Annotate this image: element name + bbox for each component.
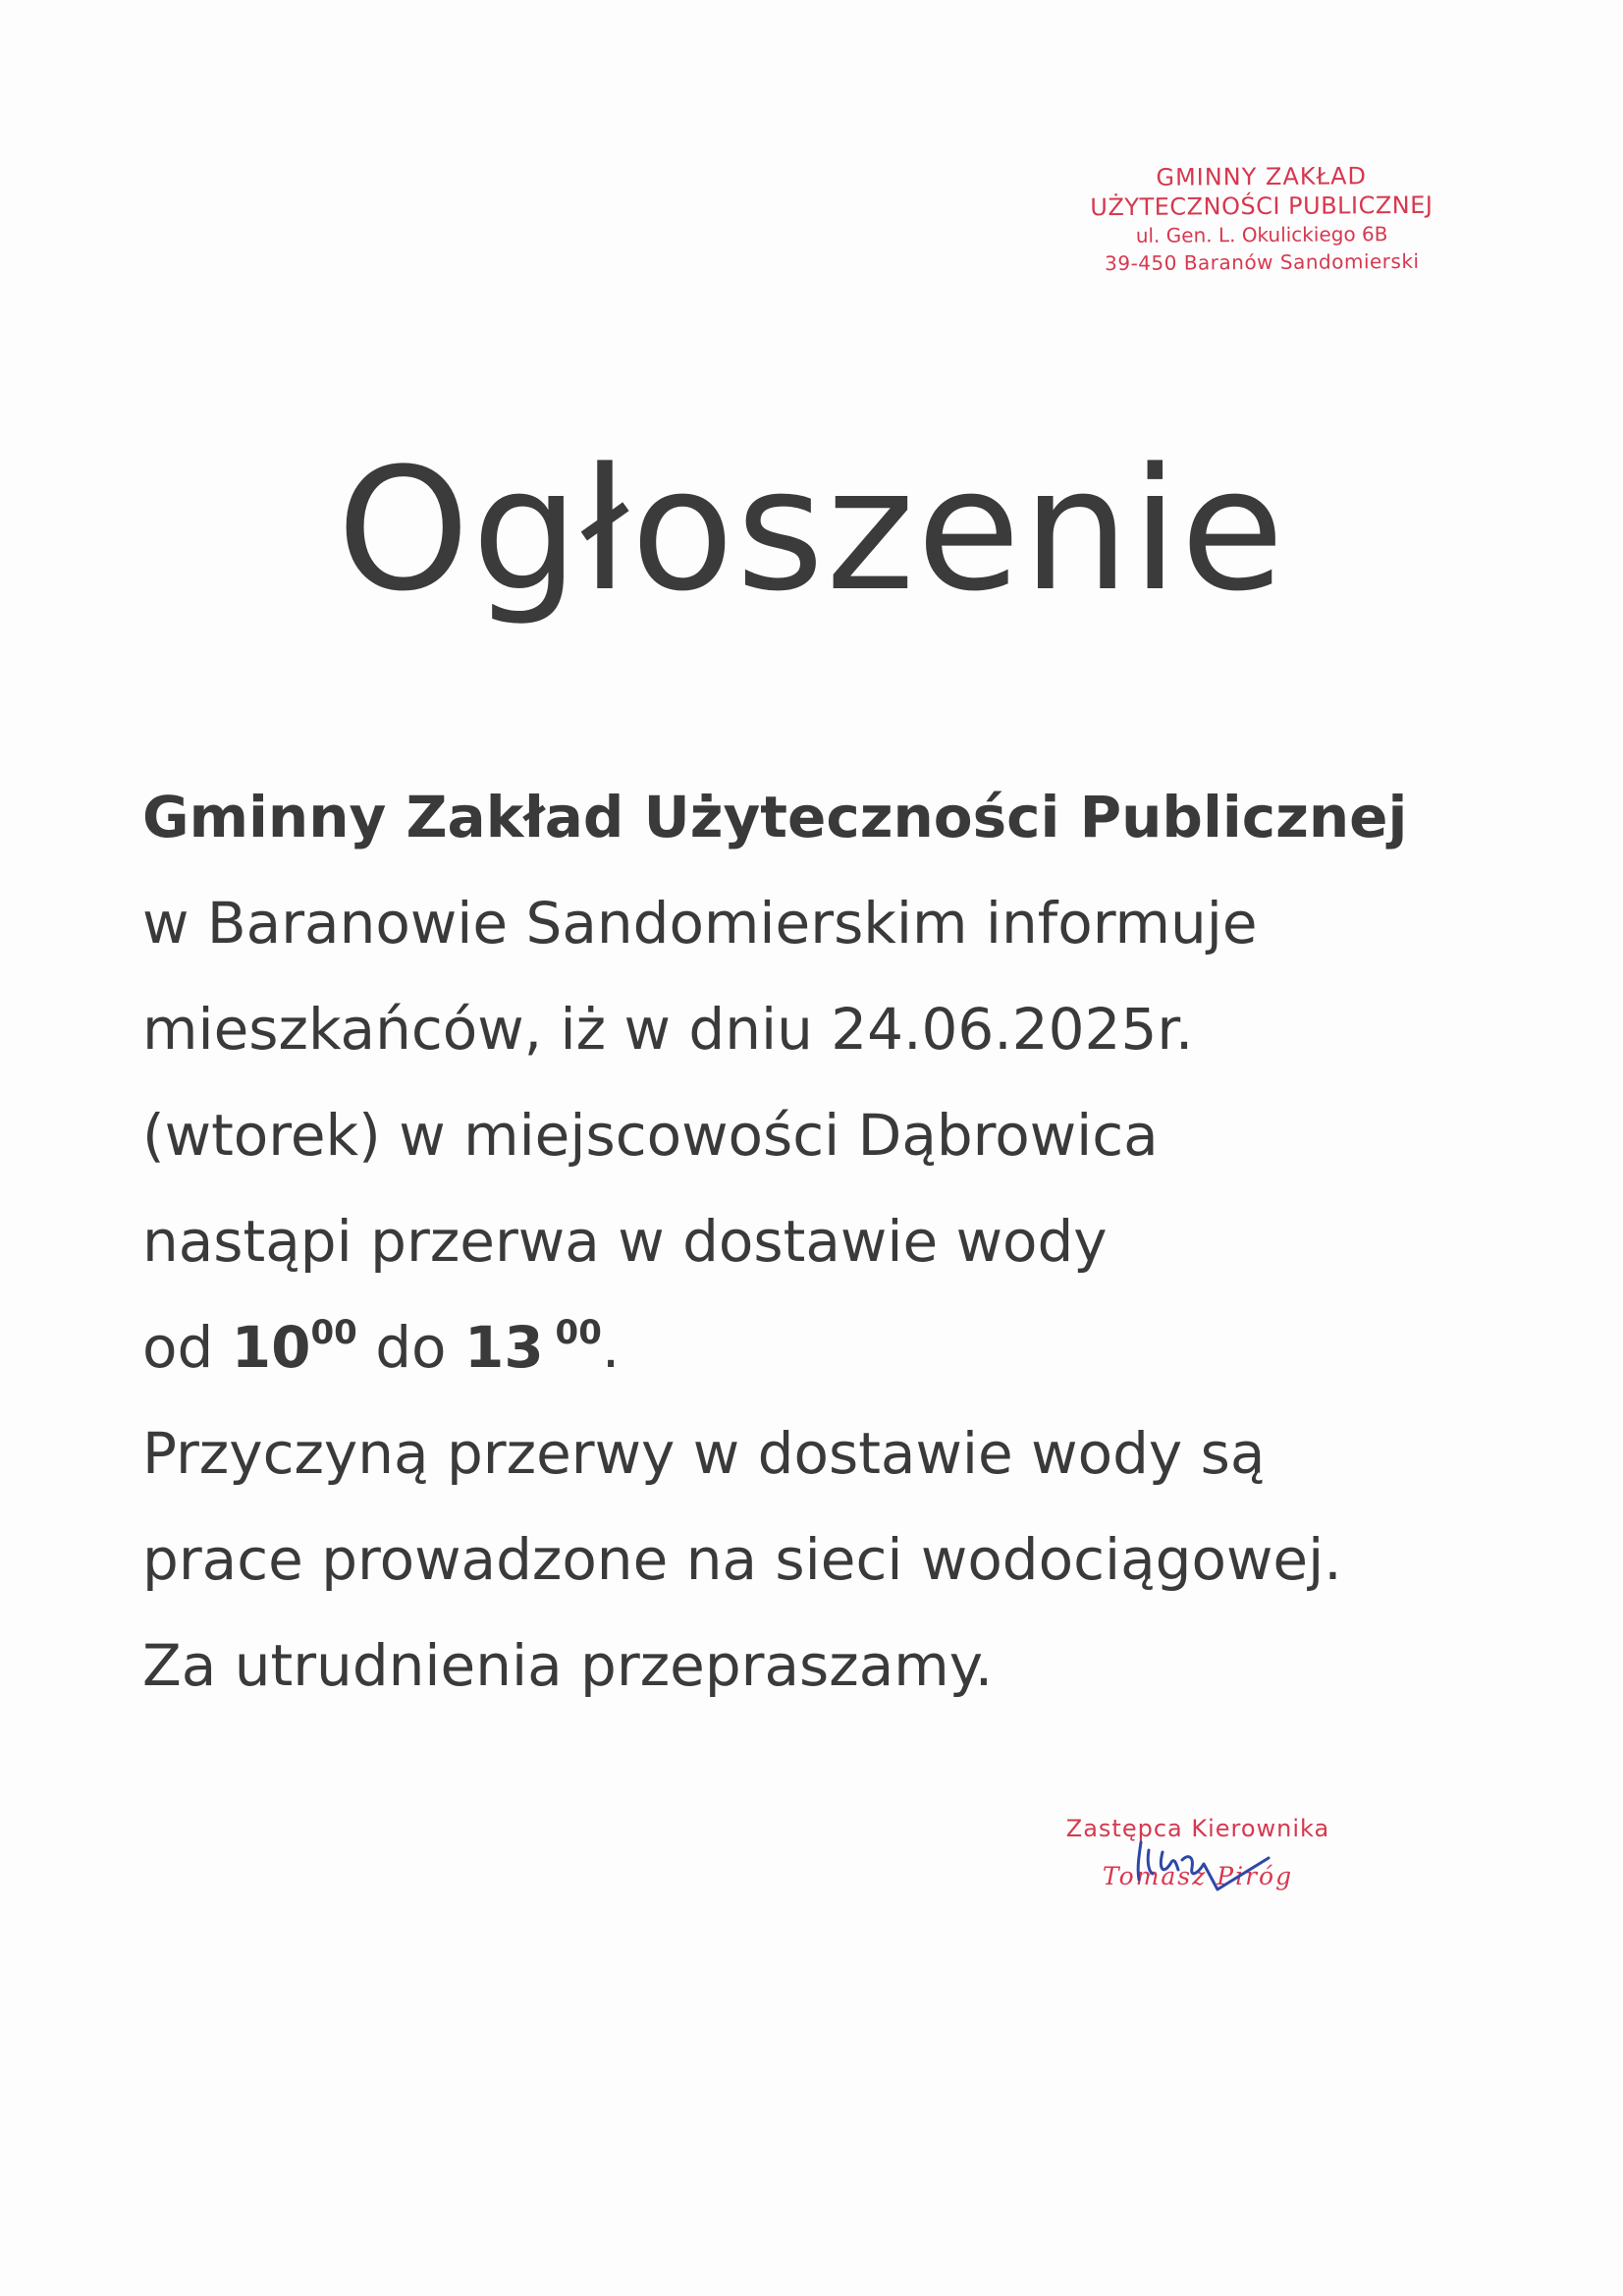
handwritten-signature (1080, 1834, 1335, 1903)
hours-connector: do (356, 1314, 464, 1381)
start-minutes: 00 (310, 1313, 357, 1352)
notice-line-4: (wtorek) w miejscowości Dąbrowica (142, 1102, 1159, 1169)
notice-line-6-hours (142, 1294, 1576, 1400)
notice-body (142, 764, 1576, 1719)
signature-stamp (1021, 1815, 1375, 1890)
notice-line-9: Za utrudnienia przepraszamy. (142, 1632, 994, 1699)
hours-prefix: od (142, 1314, 232, 1381)
page-title: Ogłoszenie (336, 431, 1286, 629)
stamp-line-2: UŻYTECZNOŚCI PUBLICZNEJ (1090, 191, 1434, 222)
signature-role: Zastępca Kierownika (1065, 1815, 1330, 1842)
notice-line-7: Przyczyną przerwy w dostawie wody są (142, 1420, 1266, 1487)
notice-line-1: Gminny Zakład Użyteczności Publicznej (142, 784, 1408, 850)
signature-name: Tomasz Piróg (1102, 1862, 1294, 1890)
hours-suffix: . (601, 1314, 621, 1381)
end-hour: 13 (463, 1314, 544, 1381)
stamp-postal-city: 39-450 Baranów Sandomierski (1104, 248, 1420, 276)
notice-line-3: mieszkańców, iż w dniu 24.06.2025r. (142, 996, 1194, 1063)
stamp-line-1: GMINNY ZAKŁAD (1156, 162, 1368, 191)
start-hour: 10 (231, 1314, 311, 1381)
company-stamp (1065, 161, 1459, 278)
notice-line-2: w Baranowie Sandomierskim informuje (142, 890, 1258, 957)
stamp-address: ul. Gen. L. Okulickiego 6B (1135, 222, 1388, 247)
notice-line-8: prace prowadzone na sieci wodociągowej. (142, 1526, 1342, 1593)
end-minutes: 00 (543, 1313, 602, 1352)
notice-line-5: nastąpi przerwa w dostawie wody (142, 1208, 1108, 1275)
